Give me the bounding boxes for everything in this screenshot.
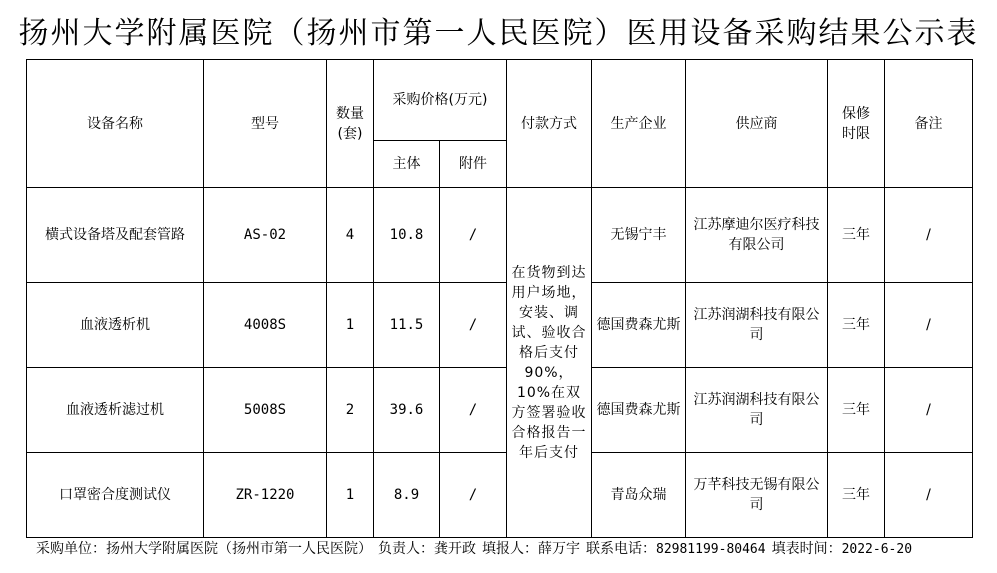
header-price-accessory: 附件 [440,141,507,188]
date-field [772,541,912,557]
header-supplier: 供应商 [686,60,828,188]
cell-manufacturer: 无锡宁丰 [592,188,686,283]
cell-payment-terms: 在货物到达用户场地，安装、调试、验收合格后支付 90%，10%在双方签署验收合格报告一年后支付 [507,188,592,538]
procurement-table [26,59,973,538]
cell-price-main: 10.8 [374,188,440,283]
filler-field [482,541,580,557]
cell-manufacturer: 青岛众瑞 [592,453,686,538]
header-model: 型号 [204,60,327,188]
purchaser-field [36,541,372,557]
cell-supplier: 万芊科技无锡有限公司 [686,453,828,538]
responsible-field [378,541,476,557]
cell-price-accessory: / [440,453,507,538]
cell-name: 血液透析机 [27,283,204,368]
cell-price-accessory: / [440,188,507,283]
table-row [27,283,973,368]
table-row [27,453,973,538]
header-warranty: 保修时限 [828,60,885,188]
responsible-value: 龚开政 [434,541,476,557]
cell-manufacturer: 德国费森尤斯 [592,368,686,453]
purchaser-value: 扬州大学附属医院（扬州市第一人民医院） [106,541,372,557]
cell-quantity: 2 [327,368,374,453]
header-payment: 付款方式 [507,60,592,188]
cell-model: 5008S [204,368,327,453]
date-label: 填表时间： [771,541,842,557]
cell-remarks: / [885,283,973,368]
cell-model: AS-02 [204,188,327,283]
cell-name: 血液透析滤过机 [27,368,204,453]
responsible-label: 负责人： [378,541,434,557]
header-remarks: 备注 [885,60,973,188]
cell-warranty: 三年 [828,188,885,283]
cell-model: 4008S [204,283,327,368]
cell-price-main: 8.9 [374,453,440,538]
cell-price-main: 39.6 [374,368,440,453]
date-value: 2022-6-20 [841,542,913,557]
header-quantity: 数量(套) [327,60,374,188]
purchaser-label: 采购单位： [36,541,106,557]
cell-warranty: 三年 [828,368,885,453]
cell-price-accessory: / [440,368,507,453]
phone-field [586,541,766,557]
cell-supplier: 江苏润湖科技有限公司 [686,283,828,368]
table-row [27,188,973,283]
filler-label: 填报人： [482,541,538,557]
cell-remarks: / [885,368,973,453]
cell-warranty: 三年 [828,283,885,368]
table-row [27,368,973,453]
header-name: 设备名称 [27,60,204,188]
cell-price-accessory: / [440,283,507,368]
cell-quantity: 1 [327,283,374,368]
cell-supplier: 江苏润湖科技有限公司 [686,368,828,453]
cell-quantity: 1 [327,453,374,538]
header-price-group: 采购价格(万元) [374,60,507,141]
cell-name: 口罩密合度测试仪 [27,453,204,538]
phone-label: 联系电话： [586,541,656,557]
cell-price-main: 11.5 [374,283,440,368]
cell-supplier: 江苏摩迪尔医疗科技有限公司 [686,188,828,283]
cell-quantity: 4 [327,188,374,283]
footer-info [36,539,918,560]
cell-model: ZR-1220 [204,453,327,538]
filler-value: 薛万宇 [538,541,580,557]
cell-remarks: / [885,453,973,538]
phone-value: 82981199-80464 [656,542,766,557]
cell-name: 横式设备塔及配套管路 [27,188,204,283]
header-manufacturer: 生产企业 [592,60,686,188]
cell-manufacturer: 德国费森尤斯 [592,283,686,368]
header-row [27,60,973,141]
page-title: 扬州大学附属医院（扬州市第一人民医院）医用设备采购结果公示表 [18,16,979,51]
cell-remarks: / [885,188,973,283]
header-price-main: 主体 [374,141,440,188]
cell-warranty: 三年 [828,453,885,538]
